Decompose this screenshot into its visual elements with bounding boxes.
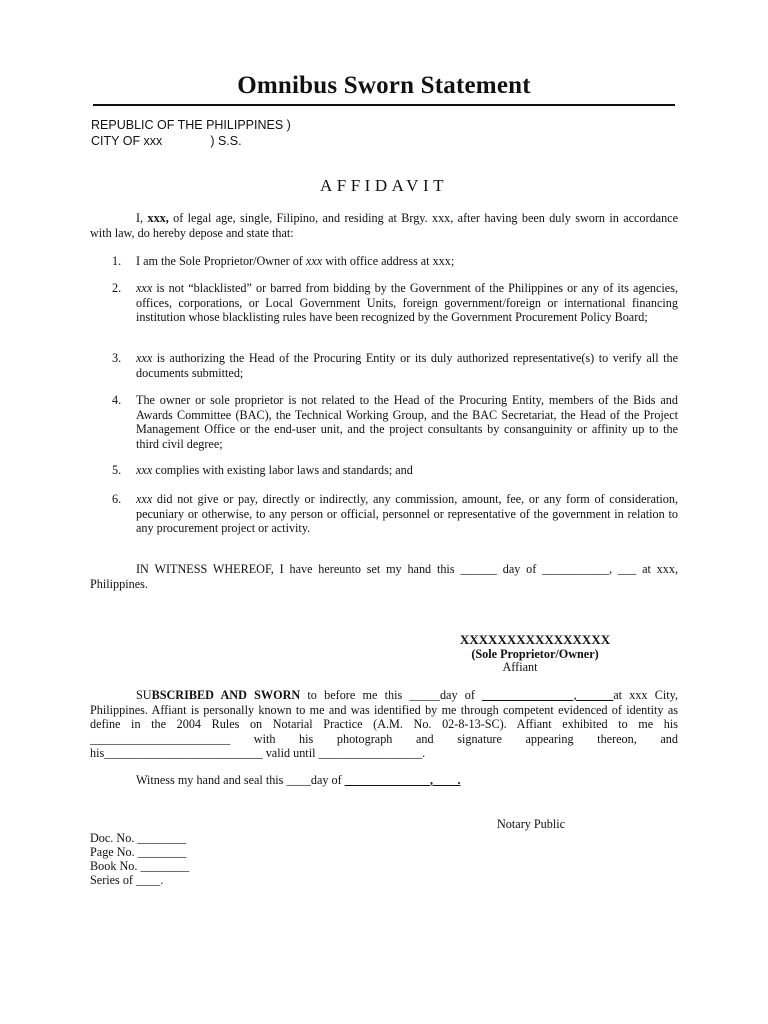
intro-post: of legal age, single, Filipino, and residing at Brgy. xxx, after having been duly sworn in accordance with law, do hereby depose and state that: bbox=[90, 211, 679, 240]
item-text-a: The owner or sole proprietor is not related to the Head of the Procuring Entity, members of the Bids and Awards Committee (BAC), the Technical Working Group, and the BAC Secretariat, the Head of the Project Management Office or the end-user unit, and the project consultants by consanguinity or affinity up to the third civil degree; bbox=[136, 393, 678, 451]
jurat-blank-year: ______ bbox=[576, 688, 614, 702]
affidavit-heading: AFFIDAVIT bbox=[319, 176, 449, 195]
item-number: 2. bbox=[112, 281, 122, 295]
book-no-line: Book No. ________ bbox=[90, 859, 190, 873]
doc-no-line: Doc. No. ________ bbox=[90, 831, 187, 845]
venue-line-1: REPUBLIC OF THE PHILIPPINES ) bbox=[91, 118, 291, 132]
seal-line bbox=[90, 773, 678, 788]
item-text-b: is authorizing the Head of the Procuring Entity or its duly authorized representative(s) to verify all the documents submitted; bbox=[136, 351, 678, 380]
affiant-role: (Sole Proprietor/Owner) bbox=[471, 647, 599, 661]
item-text-x: xxx bbox=[136, 492, 153, 506]
seal-blank: ______________, bbox=[344, 773, 434, 787]
jurat-paragraph bbox=[90, 688, 678, 761]
document-title: Omnibus Sworn Statement bbox=[237, 72, 531, 99]
list-item-3 bbox=[112, 351, 678, 380]
venue-line-2 bbox=[91, 134, 242, 148]
venue-city: CITY OF xxx bbox=[91, 134, 163, 148]
item-text-b: did not give or pay, directly or indirectly, any commission, amount, fee, or any form of consideration, pecuniary or otherwise, to any person or official, personnel or representative of the government in relation to any procurement project or activity. bbox=[136, 492, 678, 535]
item-number: 5. bbox=[112, 463, 122, 477]
item-text-x: xxx bbox=[136, 281, 153, 295]
item-number: 4. bbox=[112, 393, 122, 407]
seal-end: ____. bbox=[433, 773, 461, 787]
item-text-b: with office address at xxx; bbox=[322, 254, 455, 268]
intro-paragraph bbox=[90, 211, 678, 240]
list-item-5 bbox=[112, 463, 678, 478]
series-line: Series of ____. bbox=[90, 873, 164, 887]
affiant-signature-name: XXXXXXXXXXXXXXXX bbox=[459, 632, 611, 647]
affiant-name-inline: xxx, bbox=[147, 211, 169, 225]
jurat-blank-day: _____ bbox=[409, 688, 440, 702]
seal-text: Witness my hand and seal this ____day of bbox=[136, 773, 345, 787]
jurat-blank-month: _______________, bbox=[482, 688, 577, 702]
list-item-2 bbox=[112, 281, 678, 325]
affiant-label: Affiant bbox=[502, 660, 538, 674]
item-text-b: is not “blacklisted” or barred from bidding by the Government of the Philippines or any of its agencies, offices, corporations, or Local Government Units, foreign government/foreign or international financing institution whose blacklisting rules have been recognized by the Government Procurement Policy Board; bbox=[136, 281, 678, 324]
jurat-su: SU bbox=[136, 688, 152, 702]
item-number: 3. bbox=[112, 351, 122, 365]
jurat-p2: day of bbox=[439, 688, 483, 702]
item-number: 6. bbox=[112, 492, 122, 506]
item-text-a: I am the Sole Proprietor/Owner of bbox=[136, 254, 306, 268]
item-text-b: complies with existing labor laws and standards; and bbox=[152, 463, 413, 477]
item-text-x: xxx bbox=[136, 463, 153, 477]
page-no-line: Page No. ________ bbox=[90, 845, 187, 859]
list-item-1 bbox=[112, 254, 678, 269]
item-text-x: xxx bbox=[136, 351, 153, 365]
jurat-p1: to before me this bbox=[300, 688, 410, 702]
list-item-4 bbox=[112, 393, 678, 451]
jurat-bold: BSCRIBED AND SWORN bbox=[151, 688, 301, 702]
venue-ss: ) S.S. bbox=[210, 134, 242, 148]
list-item-6 bbox=[112, 492, 678, 536]
jurat-p3: at xxx City, Philippines. Affiant is personally known to me and was identified by me through competent evidenced of identity as define in the 2004 Rules on Notarial Practice (A.M. No. 02-8-13-SC). Affiant exhibited to me his _______________________ with his photograph and signature appearing thereon, and his__________________________ valid until _________________. bbox=[90, 688, 679, 760]
item-number: 1. bbox=[112, 254, 122, 268]
notary-public-label: Notary Public bbox=[497, 817, 566, 831]
item-text-x: xxx bbox=[305, 254, 323, 268]
witness-paragraph: IN WITNESS WHEREOF, I have hereunto set my hand this ______ day of ___________, ___ at xxx, Philippines. bbox=[90, 562, 678, 591]
title-underline bbox=[93, 104, 675, 106]
intro-pre: I, bbox=[136, 211, 148, 225]
